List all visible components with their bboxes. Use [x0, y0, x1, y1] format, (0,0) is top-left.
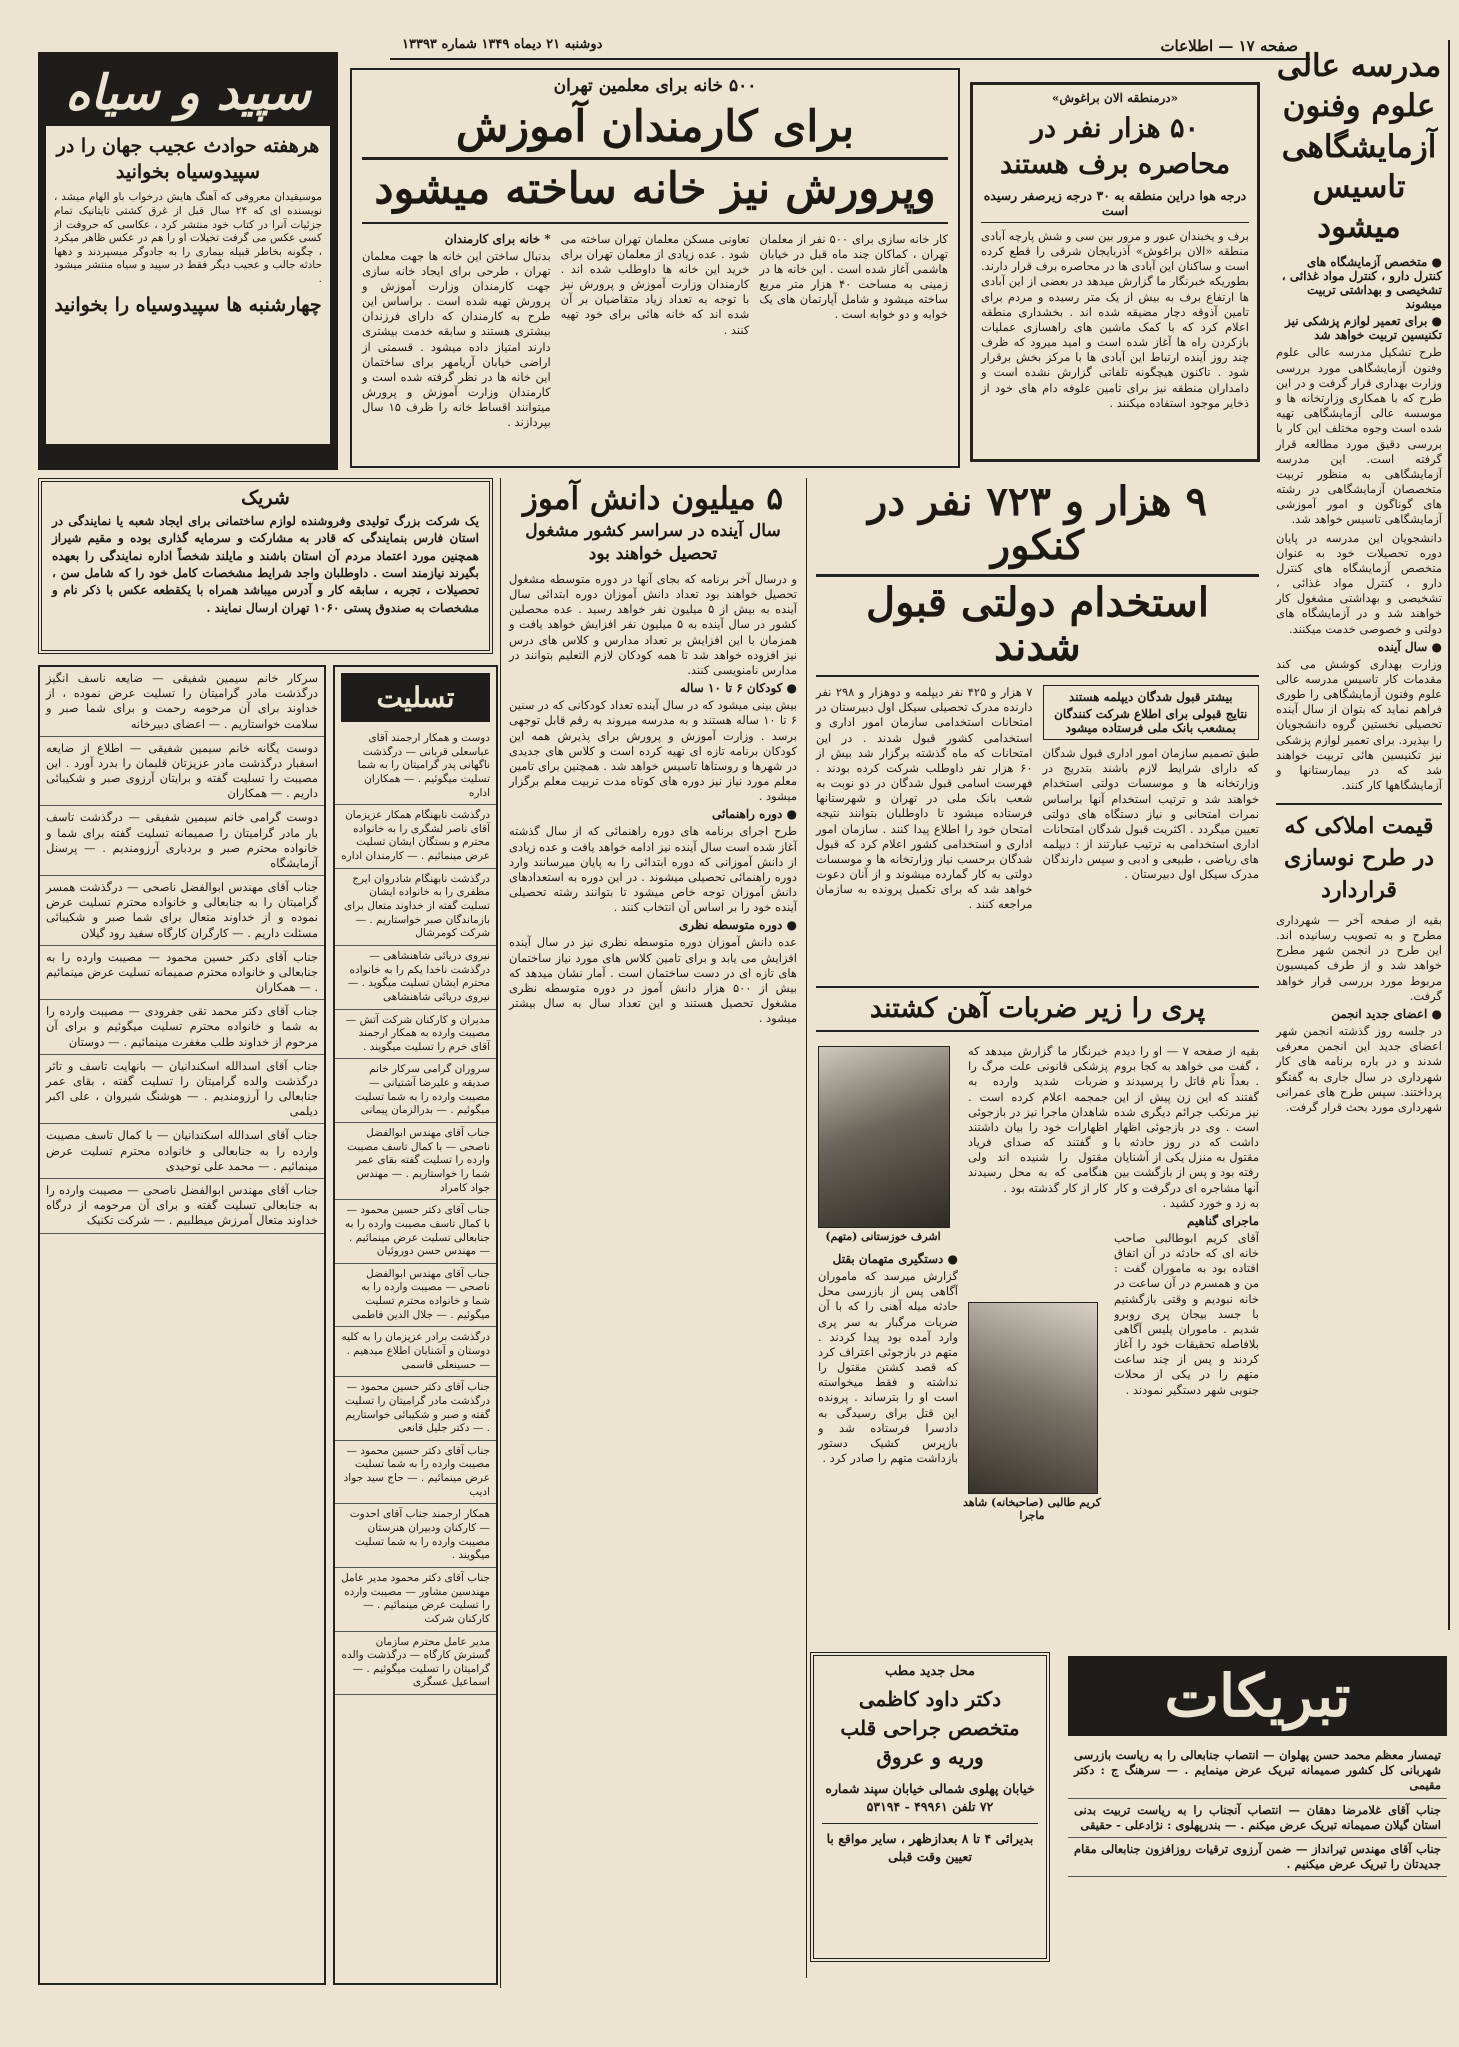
konkur-body: ۷ هزار و ۴۲۵ نفر دیپلمه و دوهزار و ۲۹۸ نفر دارنده مدرک تحصیلی سیکل اول دبیرستان در امتحانات استخدامی سازمان امور اداری و استخدامی کشور قبول شدند . در این امتحانات که ماه گذشته برگزار شد بیش از ۶۰ هزار نفر داوطلب شرکت کرده بودند . فهرست اسامی قبول شدگان در دو نوبت به شعب بانک ملی در تهران و شهرستانها فرستاده میشود تا داوطلبان بتوانند نتیجه امتحان خود را اطلاع پیدا کنند . سازمان امور اداری و استخدامی کشور اعلام کرد که قبول شدگان برحسب نیاز وزارتخانه ها و موسسات دولتی به کار گمارده میشوند و از آنان دعوت خواهد شد که برای تکمیل پرونده به سازمان مراجعه کنند . [816, 685, 1033, 912]
students-body: و درسال آخر برنامه که بجای آنها در دوره متوسطه مشغول تحصیل خواهند بود تعداد دانش آموزان دوره ابتدائی سال آینده به بیش از ۵ میلیون نفر خواهد رسید . عده محصلین کشور در سال آینده به ۵ میلیون نفر افزایش خواهد یافت و همزمان با این افزایش بر تعداد مدارس و کلاس های درس نیز افزوده خواهد شد تا همه کودکان لازم التعلیم بتوانند در مدارس نامنویسی کنند. [509, 571, 797, 677]
column-rule [806, 478, 807, 1978]
students-subhead: ● دوره راهنمائی [711, 807, 797, 822]
notice: جناب آقای مهندس ابوالفضل ناصحی — با کمال تاسف مصیبت وارده را تسلیت گفته بقای عمر شما را خواستاریم . — مهندس جواد کامراد [335, 1123, 496, 1200]
partner-title: شریک [241, 487, 290, 509]
right-body: در جلسه روز گذشته انجمن شهر اعضای جدید این انجمن معرفی شدند و در باره برنامه های کار شهرداری در سال جاری به گفتگو پرداختند. سپس طرح های عمرانی شهرداری مورد بحث قرار گرفت. [1276, 1024, 1442, 1114]
right-headline-2: قیمت املاکی که در طرح نوسازی قراردارد [1276, 803, 1442, 907]
right-bullet: ● متخصص آزمایشگاه های کنترل دارو ، کنترل مواد غذائی ، تشخیصی و بهداشتی تربیت میشوند [1281, 255, 1442, 312]
murder-photo-1 [818, 1046, 950, 1228]
students-body: عده دانش آموزان دوره متوسطه نظری نیز در سال آینده افزایش می یابد و برای تامین کلاس های مورد نیاز ساختمان های تازه ای در دست ساختمان است . آمار نشان میدهد که بیش از ۵۰۰ هزار دانش آموز در دوره متوسطه نظری مشغول تحصیل هستند و این تعداد سال به سال بیشتر میشود . [509, 935, 797, 1026]
condolence-left [38, 665, 326, 1985]
siah-inner [46, 126, 330, 444]
students-headline: ۵ میلیون دانش آموز [522, 481, 784, 517]
right-body: دانشجویان این مدرسه در پایان دوره تحصیلات خود به عنوان متخصص آزمایشگاه های کنترل دارو ، کنترل مواد غذائی ، تشخیصی و بهداشتی مشغول کار خواهند شد و در آزمایشگاه های دولتی و خصوصی خدمت میکنند. [1276, 530, 1442, 636]
siah-box [38, 52, 338, 470]
students-story [503, 478, 803, 2047]
murder-headline: پری را زیر ضربات آهن کشتند [816, 986, 1259, 1032]
tabrik-title: تبریکات [1068, 1656, 1447, 1736]
notice: جناب آقای مهندس ابوالفضل ناصحی — مصیبت وارده را به شما و خانواده محترم تسلیت میگوئیم . — جلال الدین فاطمی [335, 1264, 496, 1328]
notice: جناب آقای دکتر محمود مدیر عامل مهندسین مشاور — مصیبت وارده را تسلیت عرض مینمائیم . — کارکنان شرکت [335, 1568, 496, 1632]
photo-caption-2: کریم طالبی (صاحبخانه) شاهد ماجرا [963, 1496, 1101, 1522]
right-subhead: ● سال آینده [1377, 639, 1442, 654]
notice: جناب آقای اسدالله اسکندانیان — با کمال تاسف مصیبت وارده را به جنابعالی و خانواده محترم تسلیت عرض مینمائیم . — محمد علی توحیدی [40, 1124, 324, 1179]
students-subhead: ● کودکان ۶ تا ۱۰ ساله [680, 681, 797, 696]
teachers-col: تعاونی مسکن معلمان تهران ساخته می شود . عده زیادی از معلمان تهران برای خرید این خانه ها داوطلب شده اند . کارمندان وزارت آموزش و پرورش نیز با توجه به تعداد زیاد متقاضیان بر آن شده اند که خانه هائی برای خود تهیه کنند . [560, 231, 750, 337]
right-body: بقیه از صفحه آخر — شهرداری مطرح و به تصویب رسانیده اند. این طرح در انجمن شهر مطرح خواهد شد و از طرف کمیسیون مربوط مورد بررسی قرار خواهد گرفت. [1276, 912, 1442, 1003]
notice: درگذشت نابهنگام شادروان ایرج مظفری را به خانواده ایشان تسلیت گفته از خداوند متعال برای بازماندگان صبر خواستاریم . — شرکت کومرشال [335, 869, 496, 946]
doctor-ad [810, 1652, 1050, 1962]
notice: همکار ارجمند جناب آقای احدوت — کارکنان ودبیران هنرستان مصیبت وارده را به شما تسلیت میگویند . [335, 1504, 496, 1568]
right-body: وزارت بهداری کوشش می کند مقدمات کار تاسیس مدرسه عالی علوم وفنون آزمایشگاهی را طوری فراهم نماید که بتوان از سال آینده تحصیلی نخستین گروه دانشجویان را بپذیرد. برای تعمیر لوازم پزشکی نیز تکنیسین هائی تربیت خواهند شد که در بیمارستانها و آزمایشگاهها کار کنند. [1276, 656, 1442, 793]
murder-subhead: ● دستگیری متهمان بقتل [832, 1252, 958, 1266]
notice: دوست یگانه خانم سیمین شفیقی — اطلاع از ضایعه اسفبار درگذشت مادر عزیزتان قلبمان را بدرد آورد . این مصیبت را تسلیت گفته و برایتان آرزوی صبر و شکیبائی داریم . — همکاران [40, 737, 324, 807]
konkur-columns [816, 685, 1259, 916]
murder-photo-2 [968, 1302, 1098, 1494]
teachers-subhead: * خانه برای کارمندان [444, 231, 551, 246]
teachers-col: بدنبال ساختن این خانه ها جهت معلمان تهران ، طرحی برای ایجاد خانه سازی جهت کارمندان وزارت آموزش و پرورش تهیه شده است . براساس این طرح به کارمندان که دارای فرزندان بیشتری هستند و سابقه خدمت بیشتری دارند امتیاز داده میشود . قسمتی از اراضی خیابان آریامهر برای ساختمان این خانه ها در نظر گرفته شده است و کارمندان وزارت آموزش و پرورش میتوانند اقساط خانه را ظرف ۱۵ سال بپردازند . [361, 248, 551, 430]
teachers-col: کار خانه سازی برای ۵۰۰ نفر از معلمان تهران ، کماکان چند ماه قبل در خیابان هاشمی آغاز شده است . این خانه ها در زمینی به مساحت ۴۰ هزار متر مربع ساخته میشود و شامل آپارتمان های یک خوابه و دو خوابه است . [759, 231, 948, 322]
snow-headline: ۵۰ هزار نفر در محاصره برف هستند [999, 113, 1231, 181]
right-column [1270, 40, 1450, 1630]
notice: درگذشت نابهنگام همکار عزیزمان آقای ناصر لشگری را به خانواده محترم و بستگان ایشان تسلیت عرض مینمائیم . — کارمندان اداره [335, 805, 496, 869]
murder-left-col [818, 1252, 958, 1642]
siah-title: سپید و سیاه [65, 65, 311, 121]
konkur-story [810, 478, 1265, 978]
photo-caption-1: اشرف خوزستانی (متهم) [825, 1230, 941, 1243]
masthead [390, 34, 1310, 60]
teachers-kicker: ۵۰۰ خانه برای معلمین تهران [553, 76, 757, 96]
murder-body: آقای کریم ابوطالبی صاحب خانه ای که حادثه در آن اتفاق افتاده بود به ماموران گفت : من و همسرم در آن ساعت در خانه نبودیم و وقتی بازگشتیم با جسد بیجان پری روبرو شدیم . ماموران پلیس آگاهی بلافاصله تحقیقات خود را آغاز کردند و پس از چند ساعت متهم را در یکی از محلات جنوبی شهر دستگیر نمودند . [1114, 1230, 1259, 1397]
students-subhead: ● دوره متوسطه نظری [678, 918, 797, 933]
murder-body: گزارش میرسد که ماموران آگاهی پس از بازرسی محل حادثه میله آهنی را که با آن ضربات مرگبار به سر پری وارد آمده بود پیدا کردند . متهم در بازجوئی اعتراف کرد که قصد کشتن مقتول را نداشته و فقط میخواسته است او را بترساند . پرونده این قتل برای رسیدگی به دادسرا فرستاده شد و بازپرس کشیک دستور بازداشت متهم را صادر کرد . [818, 1269, 958, 1466]
ad-hours: بدیرائی ۴ تا ۸ بعدازظهر ، سایر مواقع با تعیین وقت قبلی [822, 1823, 1038, 1865]
partner-body: یک شرکت بزرگ تولیدی وفروشنده لوازم ساختمانی برای ایجاد شعبه یا نمایندگی در استان فارس بنمایندگی که قادر به مشارکت و سرمایه گذاری بوده و مقیم شیراز همچنین مورد اعتماد مردم آن استان باشند و مایلند شخصاً اداره نمایندگی را بعهده بگیرند نیازمند است . داوطلبان واجد شرایط مشخصات کامل خود را که شامل سن ، تحصیلات ، تجربه ، سابقه کار و آدرس میباشد همراه با یکقطعه عکس با ذکر نام و مشخصات به صندوق پستی ۱۰۶۰ تهران ارسال نمایند . [52, 513, 479, 615]
notice: جناب آقای مهندس ابوالفضل ناصحی — مصیبت وارده را به جنابعالی تسلیت گفته و برای آن مرحومه از درگاه خداوند متعال آمرزش میطلبیم . — شرکت تکنیک [40, 1179, 324, 1234]
right-headline: مدرسه عالی علوم وفنون آزمایشگاهی تاسیس میشود [1276, 48, 1442, 246]
page-label: صفحه ۱۷ — اطلاعات [1160, 37, 1298, 55]
murder-mid-col [968, 1044, 1108, 1294]
notice: نیروی دریائی شاهنشاهی — درگذشت ناخدا یکم را به خانواده محترم ایشان تسلیت میگوید . — نیروی دریائی شاهنشاهی [335, 946, 496, 1010]
students-body: بیش بینی میشود که در سال آینده تعداد کودکانی که در سنین ۶ تا ۱۰ ساله هستند و به مدرسه میروند به رقم قابل توجهی برسد . وزارت آموزش و پرورش برای پذیرش همه این کودکان برنامه تازه ای تهیه کرده است و کلاس های جدیدی در شهرها و روستاها تاسیس خواهد شد . همچنین برای تامین معلم مورد نیاز نیز دوره های کوتاه مدت تربیت معلم برگزار میشود . [509, 698, 797, 804]
teachers-col-3 [362, 232, 551, 434]
konkur-box-text: نتایج قبولی برای اطلاع شرکت کنندگان بمشعب بانک ملی فرستاده میشود [1054, 707, 1248, 735]
notice: مدیران و کارکنان شرکت آتش — مصیبت وارده به همکار ارجمند آقای خرم را تسلیت میگویند . [335, 1010, 496, 1060]
teachers-headline-1: برای کارمندان آموزش [362, 104, 948, 160]
notice: سرکار خانم سیمین شفیقی — ضایعه ناسف انگیز درگذشت مادر گرامیتان را تسلیت عرض نموده ، از خداوند برای آن مرحومه رحمت و برای شما صبر و سلامت خواستاریم . — اعضای دبیرخانه [40, 667, 324, 737]
murder-body: بقیه از صفحه ۷ — او را دیدم ، گفت می خواهد به کجا بروم . بعداً نام قاتل را پرسیدند و گفتند که این زن پیش از این نیز مرتکب جرائم دیگری شده است . وی در بازجوئی اظهار داشت که در روز حادثه با مقتول به منزل یکی از آشنایان رفته بود و پس از بازگشت بین آنها مشاجره ای درگرفت و کار به زد و خورد کشید . [1114, 1044, 1259, 1210]
murder-right-col [1114, 1044, 1259, 1639]
tabrik-item: جناب آقای غلامرضا دهقان — انتصاب آنجناب را به ریاست تربیت بدنی استان گیلان صمیمانه تبریک عرض میکنم . — بندرپهلوی : نژادعلی - حقیقی [1068, 1799, 1447, 1838]
notice: جناب آقای دکتر محمد تقی جفرودی — مصیبت وارده را به شما و خانواده محترم تسلیت میگوئیم و برای آن مرحوم از خداوند طلب مغفرت مینمائیم . — دوستان [40, 1000, 324, 1055]
right-bullets [1276, 255, 1442, 342]
tabrik-item: جناب آقای مهندس تیرانداز — ضمن آرزوی ترقیات روزافزون جنابعالی مقام جدیدتان را تبریک عرض میکنیم . [1068, 1838, 1447, 1877]
column-rule [500, 478, 501, 1988]
snow-story [970, 82, 1260, 462]
notice: سروران گرامی سرکار خانم صدیقه و علیرضا آشتیانی — مصیبت وارده را به شما تسلیت میگوئیم . — بدرالزمان پیمانی [335, 1059, 496, 1123]
notice: جناب آقای اسدالله اسکندانیان — بانهایت تاسف و تاثر درگذشت والده گرامیتان را تسلیت گفته ، بقای عمر جنابعالی را آرزومندیم . — هوشنگ شیروان ، علی اکبر دیلمی [40, 1055, 324, 1125]
snow-body: برف و یخبندان عبور و مرور بین سی و شش پارچه آبادی منطقه «الان براغوش» آذربایجان شرقی را قطع کرده است و ساکنان این آبادی ها در محاصره برف قرار دارند. بطوریکه خبرنگار ما گزارش میدهد در بعضی از این آبادی ها ارتفاع برف به بیش از یک متر رسیده و مردم برای تامین آذوقه دچار مضیقه شده اند . بخشداری منطقه اعلام کرد که با کمک ماشین های راهسازی عملیات بازکردن راه ها آغاز شده است و امید میرود که ظرف چند روز آینده ارتباط این آبادی ها با مرکز بخش برقرار شود . تاکنون هیچگونه تلفاتی گزارش نشده است و دامداران منطقه نیز برای تامین علوفه دام های خود از ذخایر موجود استفاده میکنند . [981, 228, 1249, 410]
notice: جناب آقای دکتر حسین محمود — با کمال تاسف مصیبت وارده را به جنابعالی تسلیت عرض مینمائیم . — مهندس حسن دوروئیان [335, 1200, 496, 1264]
konkur-col-1 [1043, 685, 1260, 916]
konkur-headline-1: ۹ هزار و ۷۲۳ نفر در کنکور [816, 480, 1259, 577]
ad-doctor: دکتر داود کاظمی متخصص جراحی قلب وریه و عروق [840, 1687, 1020, 1769]
condolence-center [333, 665, 498, 1985]
partner-ad [38, 478, 493, 654]
murder-body: خبرنگار ما گزارش میدهد که پزشکی قانونی علت مرگ را ضربات شدید وارده به جمجمه اعلام کرده است . شاهدان ماجرا نیز در بازجوئی اظهارات خود را بیان داشتند و گفتند که صدای فریاد مقتول را شنیده اند ولی هنگامی که به محل رسیدند کار از کار گذشته بود . [968, 1044, 1108, 1195]
notice: جناب آقای دکتر حسین محمود — مصیبت وارده را به شما تسلیت عرض مینمائیم . — حاج سید جواد ادیب [335, 1441, 496, 1505]
students-body: طرح اجرای برنامه های دوره راهنمائی که از سال گذشته آغاز شده است سال آینده نیز ادامه خواهد یافت و عده زیادی از دانش آموزانی که دوره ابتدائی را به پایان میرسانند وارد دوره راهنمائی تحصیلی میشوند . در این دوره به استعدادهای دانش آموزان توجه خاص میشود تا بتوانند رشته تحصیلی آینده خود را بر اساس آن انتخاب کنند . [509, 824, 797, 915]
tabrik-section [1060, 1652, 1455, 2037]
notice: دوست و همکار ارجمند آقای عباسعلی قربانی — درگذشت ناگهانی پدر گرامیتان را به شما تسلیت میگوئیم . — همکاران اداره [335, 728, 496, 805]
siah-lead: هرهفته حوادث عجیب جهان را در سپیدوسیاه بخوانید [56, 135, 320, 183]
notice: مدیر عامل محترم سازمان گسترش کارگاه — درگذشت والده گرامیتان را تسلیت میگوئیم . — اسماعیل عسگری [335, 1632, 496, 1696]
snow-deck: درجه هوا دراین منطقه به ۳۰ درجه زیرصفر رسیده است [981, 188, 1249, 223]
notice: جناب آقای دکتر حسین محمود — درگذشت مادر گرامیتان را تسلیت گفته و صبر و شکیبائی خواستاریم . — دکتر جلیل قانعی [335, 1377, 496, 1441]
konkur-box-title: بیشتر قبول شدگان دیپلمه هستند [1068, 690, 1233, 704]
teachers-columns [362, 232, 948, 434]
konkur-body: طبق تصمیم سازمان امور اداری قبول شدگان که دارای شرایط لازم باشند بتدریج در وزارتخانه ها و موسسات دولتی استخدام خواهند شد و ترتیب استخدام آنها براساس نمرات امتحانی و نیاز دستگاه های دولتی تعیین میگردد . اکثریت قبول شدگان امتحانات اداری استخدامی به ترتیب عبارتند از : دیپلمه های ریاضی ، طبیعی و ادبی و سپس دارندگان مدرک سیکل اول دبیرستان . [1042, 746, 1259, 882]
teachers-story [350, 68, 960, 468]
students-deck: سال آینده در سراسر کشور مشغول تحصیل خواهند بود [525, 521, 781, 565]
siah-body: موسیقیدان معروفی که آهنگ هایش درخواب باو الهام میشد ، نویسنده ای که ۲۴ سال قبل از غرق کشتی تایتانیک تمام جزئیات آنرا در کتاب خود منتشر کرد ، عکاسی که حروفت از کسی عکس می گرفت تخیلات او را هم در عکس ظاهر میکرد ، چگونه بخاطر قبیله بیماری را به جادوگر میسپردند و دهها حادثه جالب و عجیب دیگر فقط در سپید و سیاه منتشر میشود . [54, 191, 322, 286]
date-issue: دوشنبه ۲۱ دیماه ۱۳۴۹ شماره ۱۳۳۹۳ [402, 37, 603, 52]
right-subhead: ● اعضای جدید انجمن [1331, 1007, 1442, 1021]
ad-address: خیابان پهلوی شمالی خیابان سپند شماره ۷۲ تلفن ۴۹۹۶۱ - ۵۳۱۹۴ [825, 1781, 1035, 1814]
notice: جناب آقای مهندس ابوالفضل ناصحی — درگذشت همسر گرامیتان را به جنابعالی و خانواده محترم تسلیت عرض نموده و از خداوند متعال برای شما صبر و شکیبائی مسئلت داریم . — کارگران کارگاه سفید رود گیلان [40, 876, 324, 946]
notice: درگذشت برادر عزیزمان را به کلیه دوستان و آشنایان اطلاع میدهیم . — حسینعلی قاسمی [335, 1327, 496, 1377]
snow-kicker: «درمنطقه الان براغوش» [1051, 91, 1179, 105]
ad-lead: محل جدید مطب [885, 1664, 975, 1679]
tabrik-item: تیمسار معظم محمد حسن پهلوان — انتصاب جنابعالی را به ریاست بازرسی شهربانی کل کشور صمیمانه تبریک عرض مینمایم . — سرهنگ ج : دکتر مقیمی [1068, 1744, 1447, 1799]
konkur-box [1043, 685, 1260, 740]
teachers-headline-2: وپرورش نیز خانه ساخته میشود [362, 166, 948, 223]
konkur-headline-2: استخدام دولتی قبول شدند [816, 581, 1259, 677]
murder-subhead: ماجرای گناهیم [1187, 1213, 1259, 1228]
right-body: طرح تشکیل مدرسه عالی علوم وفنون آزمایشگاهی مورد بررسی وزارت بهداری قرار گرفت و در این طرح که با همکاری وزارتخانه ها و موسسه عالی آزمایشگاهی تهیه شده است وجوه مختلف این کار با بررسی دقیق مورد مطالعه قرار گرفته است. این مدرسه آزمایشگاهی به منظور تربیت متخصصان آزمایشگاهی در رشته های گوناگون و امور آموزشی آزمایشگاهی تاسیس خواهد شد. [1276, 345, 1442, 527]
murder-story [810, 984, 1265, 1644]
notice: دوست گرامی خانم سیمین شفیقی — درگذشت تاسف بار مادر گرامیتان را صمیمانه تسلیت گفته برای شما و خانواده محترم صبر و بردباری آرزومندیم . — پرسنل آزمایشگاه [40, 806, 324, 876]
siah-closer: چهارشنبه ها سپیدوسیاه را بخوانید [54, 293, 322, 316]
notice: جناب آقای دکتر حسین محمود — مصیبت وارده را به جنابعالی و خانواده محترم صمیمانه تسلیت عرض مینمائیم . — همکاران [40, 946, 324, 1001]
condolence-title: تسلیت [341, 673, 490, 722]
right-bullet: ● برای تعمیر لوازم پزشکی نیز تکنیسین تربیت خواهد شد [1285, 314, 1442, 343]
